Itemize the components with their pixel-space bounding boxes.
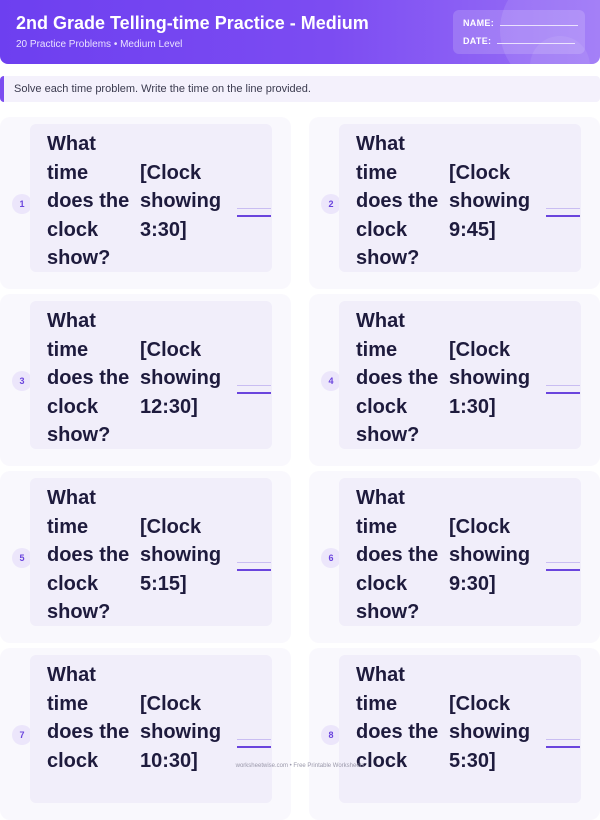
answer-line[interactable] xyxy=(546,746,580,748)
answer-guide-line xyxy=(237,739,271,740)
clock-label: [Clock xyxy=(449,693,511,715)
question-line: clock xyxy=(47,573,99,595)
clock-label: showing xyxy=(140,190,222,212)
date-line[interactable] xyxy=(497,43,575,44)
clock-label: showing xyxy=(449,721,531,743)
date-row xyxy=(463,36,575,46)
clock-label: [Clock xyxy=(140,693,202,715)
question-line: What xyxy=(356,310,405,332)
question-line: show? xyxy=(356,424,420,446)
question-line: does the xyxy=(356,544,439,566)
question-line: show? xyxy=(47,424,111,446)
question-line: time xyxy=(47,516,89,538)
question-line: does the xyxy=(47,544,130,566)
question-line: time xyxy=(356,693,398,715)
question-card xyxy=(0,117,291,289)
question-line: show? xyxy=(356,601,420,623)
answer-line[interactable] xyxy=(546,392,580,394)
question-line: time xyxy=(47,162,89,184)
question-line: What xyxy=(47,133,96,155)
question-line: does the xyxy=(356,721,439,743)
page-title: 2nd Grade Telling-time Practice - Medium xyxy=(16,13,369,33)
question-line: time xyxy=(356,339,398,361)
name-row xyxy=(463,18,578,28)
question-line: time xyxy=(356,516,398,538)
instructions-text: Solve each time problem. Write the time on the line provided. xyxy=(14,83,311,95)
clock-label: showing xyxy=(140,721,222,743)
question-line: clock xyxy=(47,750,99,772)
answer-guide-line xyxy=(546,739,580,740)
question-line: does the xyxy=(47,367,130,389)
answer-line[interactable] xyxy=(237,392,271,394)
question-line: What xyxy=(356,487,405,509)
question-line: show? xyxy=(47,601,111,623)
date-label: DATE: xyxy=(463,36,492,46)
question-card xyxy=(309,294,600,466)
answer-line[interactable] xyxy=(546,215,580,217)
clock-time: 5:30] xyxy=(449,750,496,772)
name-label: NAME: xyxy=(463,18,494,28)
answer-guide-line xyxy=(546,385,580,386)
name-date-box xyxy=(453,10,585,54)
question-number: 8 xyxy=(321,725,341,745)
question-card xyxy=(309,648,600,820)
clock-time: 9:30] xyxy=(449,573,496,595)
clock-label: showing xyxy=(140,544,222,566)
question-line: What xyxy=(47,664,96,686)
question-line: does the xyxy=(47,721,130,743)
question-number: 6 xyxy=(321,548,341,568)
name-line[interactable] xyxy=(500,25,578,26)
question-line: clock xyxy=(356,396,408,418)
question-line: does the xyxy=(47,190,130,212)
question-line: clock xyxy=(47,396,99,418)
question-line: What xyxy=(356,664,405,686)
question-line: time xyxy=(356,162,398,184)
clock-label: showing xyxy=(449,190,531,212)
instructions-bar xyxy=(0,76,600,102)
answer-guide-line xyxy=(546,208,580,209)
clock-label: [Clock xyxy=(449,339,511,361)
answer-guide-line xyxy=(237,385,271,386)
clock-label: [Clock xyxy=(140,339,202,361)
clock-time: 3:30] xyxy=(140,219,187,241)
clock-time: 9:45] xyxy=(449,219,496,241)
clock-label: showing xyxy=(449,544,531,566)
question-line: show? xyxy=(47,247,111,269)
clock-label: [Clock xyxy=(449,162,511,184)
question-number: 7 xyxy=(12,725,32,745)
question-line: time xyxy=(47,693,89,715)
question-line: What xyxy=(47,487,96,509)
question-card xyxy=(0,648,291,820)
answer-guide-line xyxy=(237,208,271,209)
answer-line[interactable] xyxy=(237,746,271,748)
question-card xyxy=(0,471,291,643)
answer-line[interactable] xyxy=(237,569,271,571)
question-line: does the xyxy=(356,367,439,389)
clock-time: 5:15] xyxy=(140,573,187,595)
question-line: What xyxy=(47,310,96,332)
question-card xyxy=(309,471,600,643)
question-line: clock xyxy=(47,219,99,241)
clock-label: showing xyxy=(140,367,222,389)
page-header xyxy=(0,0,600,64)
clock-label: [Clock xyxy=(140,516,202,538)
answer-line[interactable] xyxy=(237,215,271,217)
question-number: 3 xyxy=(12,371,32,391)
question-line: does the xyxy=(356,190,439,212)
question-card xyxy=(0,294,291,466)
clock-time: 12:30] xyxy=(140,396,198,418)
footer-text: worksheetwise.com • Free Printable Worksheets xyxy=(235,763,365,769)
question-number: 2 xyxy=(321,194,341,214)
answer-guide-line xyxy=(237,562,271,563)
question-line: clock xyxy=(356,219,408,241)
question-card xyxy=(309,117,600,289)
question-number: 4 xyxy=(321,371,341,391)
question-line: clock xyxy=(356,750,408,772)
question-number: 1 xyxy=(12,194,32,214)
clock-time: 1:30] xyxy=(449,396,496,418)
answer-line[interactable] xyxy=(546,569,580,571)
question-line: What xyxy=(356,133,405,155)
clock-label: [Clock xyxy=(140,162,202,184)
clock-time: 10:30] xyxy=(140,750,198,772)
question-line: show? xyxy=(356,247,420,269)
question-line: clock xyxy=(356,573,408,595)
question-number: 5 xyxy=(12,548,32,568)
page-subtitle: 20 Practice Problems • Medium Level xyxy=(16,39,183,50)
question-line: time xyxy=(47,339,89,361)
clock-label: showing xyxy=(449,367,531,389)
clock-label: [Clock xyxy=(449,516,511,538)
answer-guide-line xyxy=(546,562,580,563)
